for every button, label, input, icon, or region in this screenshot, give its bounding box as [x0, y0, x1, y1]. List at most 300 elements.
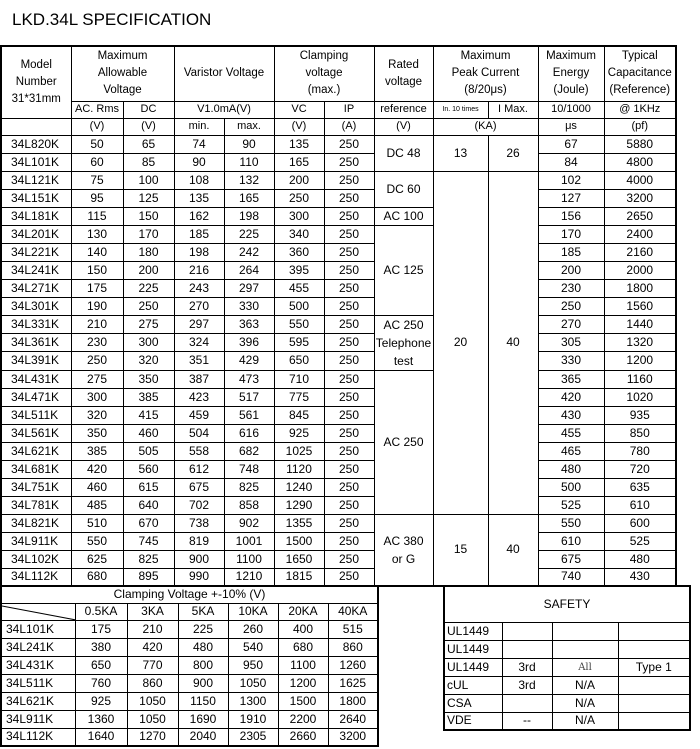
table-row	[444, 658, 690, 676]
capacitance-value: 480	[604, 550, 676, 568]
clamping-vc: 395	[274, 261, 324, 279]
ac-rms-value: 175	[71, 279, 123, 297]
clamping-title: Clamping Voltage +-10% (V)	[1, 586, 378, 603]
model-number: 34L101K	[1, 153, 71, 171]
clamping-ip: 250	[324, 225, 374, 243]
header-max-voltage-line: Allowable	[97, 67, 148, 80]
clamping-value: 3200	[328, 728, 378, 746]
clamping-column-header: 3KA	[127, 603, 178, 620]
dc-value: 505	[123, 442, 174, 460]
varistor-min: 612	[174, 460, 224, 478]
peak-imax: 40	[488, 171, 538, 514]
varistor-max: 330	[224, 297, 274, 315]
varistor-max: 429	[224, 352, 274, 370]
varistor-max: 1210	[224, 568, 274, 586]
table-row	[444, 640, 690, 658]
energy-value: 675	[538, 550, 604, 568]
clamping-value: 1100	[278, 656, 328, 674]
table-row	[1, 315, 676, 333]
dc-value: 150	[123, 207, 174, 225]
varistor-min: 387	[174, 370, 224, 388]
clamping-value: 480	[178, 638, 228, 656]
clamping-model: 34L621K	[1, 692, 75, 710]
varistor-min: 243	[174, 279, 224, 297]
table-row	[1, 406, 676, 424]
varistor-max: 748	[224, 460, 274, 478]
model-number: 34L781K	[1, 496, 71, 514]
varistor-min: 504	[174, 424, 224, 442]
energy-value: 67	[538, 135, 604, 153]
dc-value: 670	[123, 514, 174, 532]
clamping-value: 1050	[228, 674, 278, 692]
table-row	[1, 550, 676, 568]
clamping-value: 1910	[228, 710, 278, 728]
varistor-max: 363	[224, 315, 274, 333]
clamping-value: 225	[178, 620, 228, 638]
capacitance-value: 600	[604, 514, 676, 532]
varistor-max: 902	[224, 514, 274, 532]
clamping-ip: 250	[324, 153, 374, 171]
safety-scope	[552, 622, 618, 640]
clamping-value: 1050	[127, 692, 178, 710]
safety-scope	[552, 640, 618, 658]
safety-standard: UL1449	[444, 658, 502, 676]
table-row	[1, 710, 378, 728]
ac-rms-value: 150	[71, 261, 123, 279]
varistor-min: 216	[174, 261, 224, 279]
safety-type	[618, 712, 690, 730]
model-number: 34L121K	[1, 171, 71, 189]
ac-rms-value: 485	[71, 496, 123, 514]
clamping-vc: 925	[274, 424, 324, 442]
capacitance-value: 3200	[604, 189, 676, 207]
varistor-max: 1001	[224, 532, 274, 550]
clamping-ip: 250	[324, 370, 374, 388]
clamping-ip: 250	[324, 315, 374, 333]
varistor-max: 858	[224, 496, 274, 514]
clamping-ip: 250	[324, 388, 374, 406]
rated-voltage: DC 48	[374, 135, 433, 171]
ac-rms-value: 190	[71, 297, 123, 315]
safety-type	[618, 640, 690, 658]
clamping-ip: 250	[324, 207, 374, 225]
clamping-value: 2305	[228, 728, 278, 746]
table-row	[1, 442, 676, 460]
clamping-ip: 250	[324, 297, 374, 315]
ac-rms-value: 275	[71, 370, 123, 388]
energy-value: 420	[538, 388, 604, 406]
dc-value: 200	[123, 261, 174, 279]
energy-value: 270	[538, 315, 604, 333]
table-row	[444, 676, 690, 694]
clamping-column-header: 5KA	[178, 603, 228, 620]
varistor-max: 473	[224, 370, 274, 388]
varistor-max: 165	[224, 189, 274, 207]
rated-voltage: AC 125	[374, 225, 433, 315]
unit-max: max.	[224, 118, 274, 135]
table-row	[1, 478, 676, 496]
ac-rms-value: 140	[71, 243, 123, 261]
table-row	[1, 496, 676, 514]
clamping-value: 1050	[127, 710, 178, 728]
dc-value: 560	[123, 460, 174, 478]
ac-rms-value: 95	[71, 189, 123, 207]
clamping-value: 1300	[228, 692, 278, 710]
ac-rms-value: 680	[71, 568, 123, 586]
capacitance-value: 430	[604, 568, 676, 586]
varistor-min: 702	[174, 496, 224, 514]
energy-value: 525	[538, 496, 604, 514]
header-model-line: 31*31mm	[11, 92, 61, 105]
clamping-vc: 135	[274, 135, 324, 153]
table-row	[1, 171, 676, 189]
unit-vc: (V)	[274, 118, 324, 135]
clamping-ip: 250	[324, 171, 374, 189]
clamping-value: 420	[127, 638, 178, 656]
header-max-voltage	[71, 46, 174, 101]
ac-rms-value: 350	[71, 424, 123, 442]
clamping-vc: 165	[274, 153, 324, 171]
table-row	[444, 712, 690, 730]
dc-value: 415	[123, 406, 174, 424]
ac-rms-value: 130	[71, 225, 123, 243]
table-row	[1, 297, 676, 315]
safety-edition: --	[502, 712, 552, 730]
energy-value: 156	[538, 207, 604, 225]
safety-edition: 3rd	[502, 676, 552, 694]
dc-value: 180	[123, 243, 174, 261]
clamping-value: 950	[228, 656, 278, 674]
clamping-ip: 250	[324, 496, 374, 514]
varistor-min: 900	[174, 550, 224, 568]
clamping-value: 1260	[328, 656, 378, 674]
header-clamping-line: (max.)	[307, 84, 341, 97]
ac-rms-value: 460	[71, 478, 123, 496]
clamping-vc: 1815	[274, 568, 324, 586]
safety-scope: N/A	[552, 694, 618, 712]
table-row	[1, 388, 676, 406]
capacitance-value: 935	[604, 406, 676, 424]
clamping-vc: 1650	[274, 550, 324, 568]
table-row	[1, 656, 378, 674]
peak-in10: 13	[433, 135, 488, 171]
peak-in10: 20	[433, 171, 488, 514]
table-row	[1, 514, 676, 532]
safety-standard: cUL	[444, 676, 502, 694]
clamping-value: 210	[127, 620, 178, 638]
safety-standard: UL1449	[444, 640, 502, 658]
ac-rms-value: 230	[71, 333, 123, 351]
header-rated-line: Rated	[388, 58, 419, 71]
capacitance-value: 1200	[604, 352, 676, 370]
sub-imax: I Max.	[488, 101, 538, 118]
clamping-model: 34L101K	[1, 620, 75, 638]
model-number: 34L431K	[1, 370, 71, 388]
energy-value: 500	[538, 478, 604, 496]
ac-rms-value: 115	[71, 207, 123, 225]
capacitance-value: 720	[604, 460, 676, 478]
header-varistor-voltage: Varistor Voltage	[174, 46, 274, 101]
clamping-value: 1800	[328, 692, 378, 710]
safety-type: Type 1	[618, 658, 690, 676]
header-energy-line: Maximum	[546, 50, 596, 63]
varistor-max: 682	[224, 442, 274, 460]
table-row	[1, 692, 378, 710]
model-number: 34L361K	[1, 333, 71, 351]
clamping-vc: 1240	[274, 478, 324, 496]
unit-dc: (V)	[123, 118, 174, 135]
dc-value: 250	[123, 297, 174, 315]
energy-value: 305	[538, 333, 604, 351]
sub-ip: IP	[324, 101, 374, 118]
table-row	[1, 638, 378, 656]
varistor-min: 423	[174, 388, 224, 406]
peak-imax: 26	[488, 135, 538, 171]
clamping-vc: 1120	[274, 460, 324, 478]
model-number: 34L271K	[1, 279, 71, 297]
clamping-vc: 1355	[274, 514, 324, 532]
header-peak-current	[433, 46, 538, 101]
varistor-min: 675	[174, 478, 224, 496]
unit-capacitance: (pf)	[604, 118, 676, 135]
capacitance-value: 5880	[604, 135, 676, 153]
capacitance-value: 2650	[604, 207, 676, 225]
clamping-value: 2660	[278, 728, 328, 746]
varistor-min: 738	[174, 514, 224, 532]
dc-value: 300	[123, 333, 174, 351]
dc-value: 460	[123, 424, 174, 442]
clamping-corner-cell	[1, 603, 75, 620]
rated-voltage: AC 100	[374, 207, 433, 225]
clamping-value: 175	[75, 620, 127, 638]
sub-dc: DC	[123, 101, 174, 118]
model-number: 34L221K	[1, 243, 71, 261]
clamping-value: 770	[127, 656, 178, 674]
varistor-min: 162	[174, 207, 224, 225]
dc-value: 385	[123, 388, 174, 406]
varistor-min: 135	[174, 189, 224, 207]
clamping-vc: 550	[274, 315, 324, 333]
varistor-min: 185	[174, 225, 224, 243]
clamping-vc: 360	[274, 243, 324, 261]
table-row	[1, 333, 676, 351]
energy-value: 430	[538, 406, 604, 424]
varistor-max: 225	[224, 225, 274, 243]
header-rated-voltage	[374, 46, 433, 101]
varistor-max: 396	[224, 333, 274, 351]
table-row	[1, 243, 676, 261]
varistor-min: 351	[174, 352, 224, 370]
dc-value: 640	[123, 496, 174, 514]
capacitance-value: 1020	[604, 388, 676, 406]
table-row	[1, 568, 676, 586]
varistor-min: 558	[174, 442, 224, 460]
dc-value: 275	[123, 315, 174, 333]
dc-value: 350	[123, 370, 174, 388]
clamping-value: 540	[228, 638, 278, 656]
clamping-ip: 250	[324, 478, 374, 496]
clamping-value: 1200	[278, 674, 328, 692]
ac-rms-value: 210	[71, 315, 123, 333]
capacitance-value: 850	[604, 424, 676, 442]
varistor-max: 90	[224, 135, 274, 153]
capacitance-value: 4000	[604, 171, 676, 189]
model-number: 34L181K	[1, 207, 71, 225]
table-row	[444, 694, 690, 712]
header-clamping	[274, 46, 374, 101]
safety-type	[618, 622, 690, 640]
unit-energy: μs	[538, 118, 604, 135]
header-capacitance	[604, 46, 676, 101]
varistor-min: 108	[174, 171, 224, 189]
sub-vc: VC	[274, 101, 324, 118]
header-rated-line: voltage	[384, 75, 423, 88]
capacitance-value: 4800	[604, 153, 676, 171]
safety-scope: All	[552, 658, 618, 676]
header-capacitance-line: (Reference)	[609, 84, 671, 97]
table-row	[1, 460, 676, 478]
model-number: 34L151K	[1, 189, 71, 207]
ac-rms-value: 300	[71, 388, 123, 406]
unit-blank	[1, 118, 71, 135]
ac-rms-value: 420	[71, 460, 123, 478]
header-peak-line: Peak Current	[451, 67, 520, 80]
capacitance-value: 2160	[604, 243, 676, 261]
model-number: 34L241K	[1, 261, 71, 279]
safety-type	[618, 676, 690, 694]
dc-value: 615	[123, 478, 174, 496]
clamping-value: 2040	[178, 728, 228, 746]
table-row	[1, 279, 676, 297]
varistor-min: 819	[174, 532, 224, 550]
rated-voltage-line: Telephone	[375, 335, 432, 350]
specification-table	[0, 45, 677, 587]
sub-frequency: @ 1KHz	[604, 101, 676, 118]
table-row	[1, 135, 676, 153]
model-number: 34L681K	[1, 460, 71, 478]
energy-value: 550	[538, 514, 604, 532]
sub-reference: reference	[374, 101, 433, 118]
clamping-vc: 500	[274, 297, 324, 315]
ac-rms-value: 550	[71, 532, 123, 550]
header-peak-line: Maximum	[460, 50, 511, 63]
ac-rms-value: 625	[71, 550, 123, 568]
capacitance-value: 1560	[604, 297, 676, 315]
header-model-line: Number	[15, 75, 57, 88]
unit-min: min.	[174, 118, 224, 135]
varistor-max: 825	[224, 478, 274, 496]
varistor-min: 297	[174, 315, 224, 333]
clamping-value: 2200	[278, 710, 328, 728]
safety-standard: CSA	[444, 694, 502, 712]
dc-value: 225	[123, 279, 174, 297]
clamping-vc: 340	[274, 225, 324, 243]
model-number: 34L301K	[1, 297, 71, 315]
capacitance-value: 1320	[604, 333, 676, 351]
ac-rms-value: 50	[71, 135, 123, 153]
model-number: 34L331K	[1, 315, 71, 333]
rated-voltage-line: AC 250	[383, 317, 424, 332]
dc-value: 825	[123, 550, 174, 568]
table-row	[1, 261, 676, 279]
ac-rms-value: 385	[71, 442, 123, 460]
table-row	[1, 153, 676, 171]
clamping-ip: 250	[324, 514, 374, 532]
table-row	[1, 370, 676, 388]
clamping-ip: 250	[324, 532, 374, 550]
clamping-ip: 250	[324, 135, 374, 153]
clamping-ip: 250	[324, 279, 374, 297]
header-clamping-line: voltage	[305, 67, 343, 80]
page-title: LKD.34L SPECIFICATION	[12, 10, 212, 29]
dc-value: 100	[123, 171, 174, 189]
header-model	[1, 46, 71, 118]
safety-table	[443, 585, 691, 731]
peak-in10: 15	[433, 514, 488, 586]
header-energy-line: Energy	[552, 67, 590, 80]
table-row	[1, 620, 378, 638]
safety-edition	[502, 694, 552, 712]
energy-value: 127	[538, 189, 604, 207]
clamping-value: 2640	[328, 710, 378, 728]
safety-title: SAFETY	[444, 586, 690, 622]
clamping-value: 1270	[127, 728, 178, 746]
clamping-vc: 775	[274, 388, 324, 406]
table-row	[1, 352, 676, 370]
safety-standard: UL1449	[444, 622, 502, 640]
header-clamping-line: Clamping	[299, 50, 349, 63]
energy-value: 465	[538, 442, 604, 460]
clamping-value: 860	[328, 638, 378, 656]
dc-value: 320	[123, 352, 174, 370]
header-model-line: Model	[20, 58, 52, 71]
clamping-value: 680	[278, 638, 328, 656]
clamping-value: 925	[75, 692, 127, 710]
rated-voltage: AC 250	[374, 370, 433, 514]
clamping-value: 650	[75, 656, 127, 674]
clamping-value: 760	[75, 674, 127, 692]
table-row	[444, 622, 690, 640]
model-number: 34L471K	[1, 388, 71, 406]
capacitance-value: 635	[604, 478, 676, 496]
ac-rms-value: 75	[71, 171, 123, 189]
header-capacitance-line: Capacitance	[607, 67, 672, 80]
sub-in10: In. 10 times	[433, 101, 488, 118]
dc-value: 170	[123, 225, 174, 243]
varistor-max: 198	[224, 207, 274, 225]
ac-rms-value: 60	[71, 153, 123, 171]
clamping-ip: 250	[324, 406, 374, 424]
energy-value: 455	[538, 424, 604, 442]
peak-imax: 40	[488, 514, 538, 586]
clamping-column-header: 20KA	[278, 603, 328, 620]
rated-voltage-line: AC 380	[383, 533, 424, 548]
clamping-voltage-table	[0, 585, 379, 747]
clamping-vc: 1500	[274, 532, 324, 550]
sub-energy-waveform: 10/1000	[538, 101, 604, 118]
clamping-vc: 455	[274, 279, 324, 297]
ac-rms-value: 320	[71, 406, 123, 424]
safety-edition	[502, 640, 552, 658]
energy-value: 84	[538, 153, 604, 171]
capacitance-value: 525	[604, 532, 676, 550]
rated-voltage-line: test	[393, 353, 414, 368]
safety-scope: N/A	[552, 676, 618, 694]
energy-value: 365	[538, 370, 604, 388]
clamping-value: 1150	[178, 692, 228, 710]
clamping-vc: 1025	[274, 442, 324, 460]
header-capacitance-line: Typical	[621, 50, 658, 63]
